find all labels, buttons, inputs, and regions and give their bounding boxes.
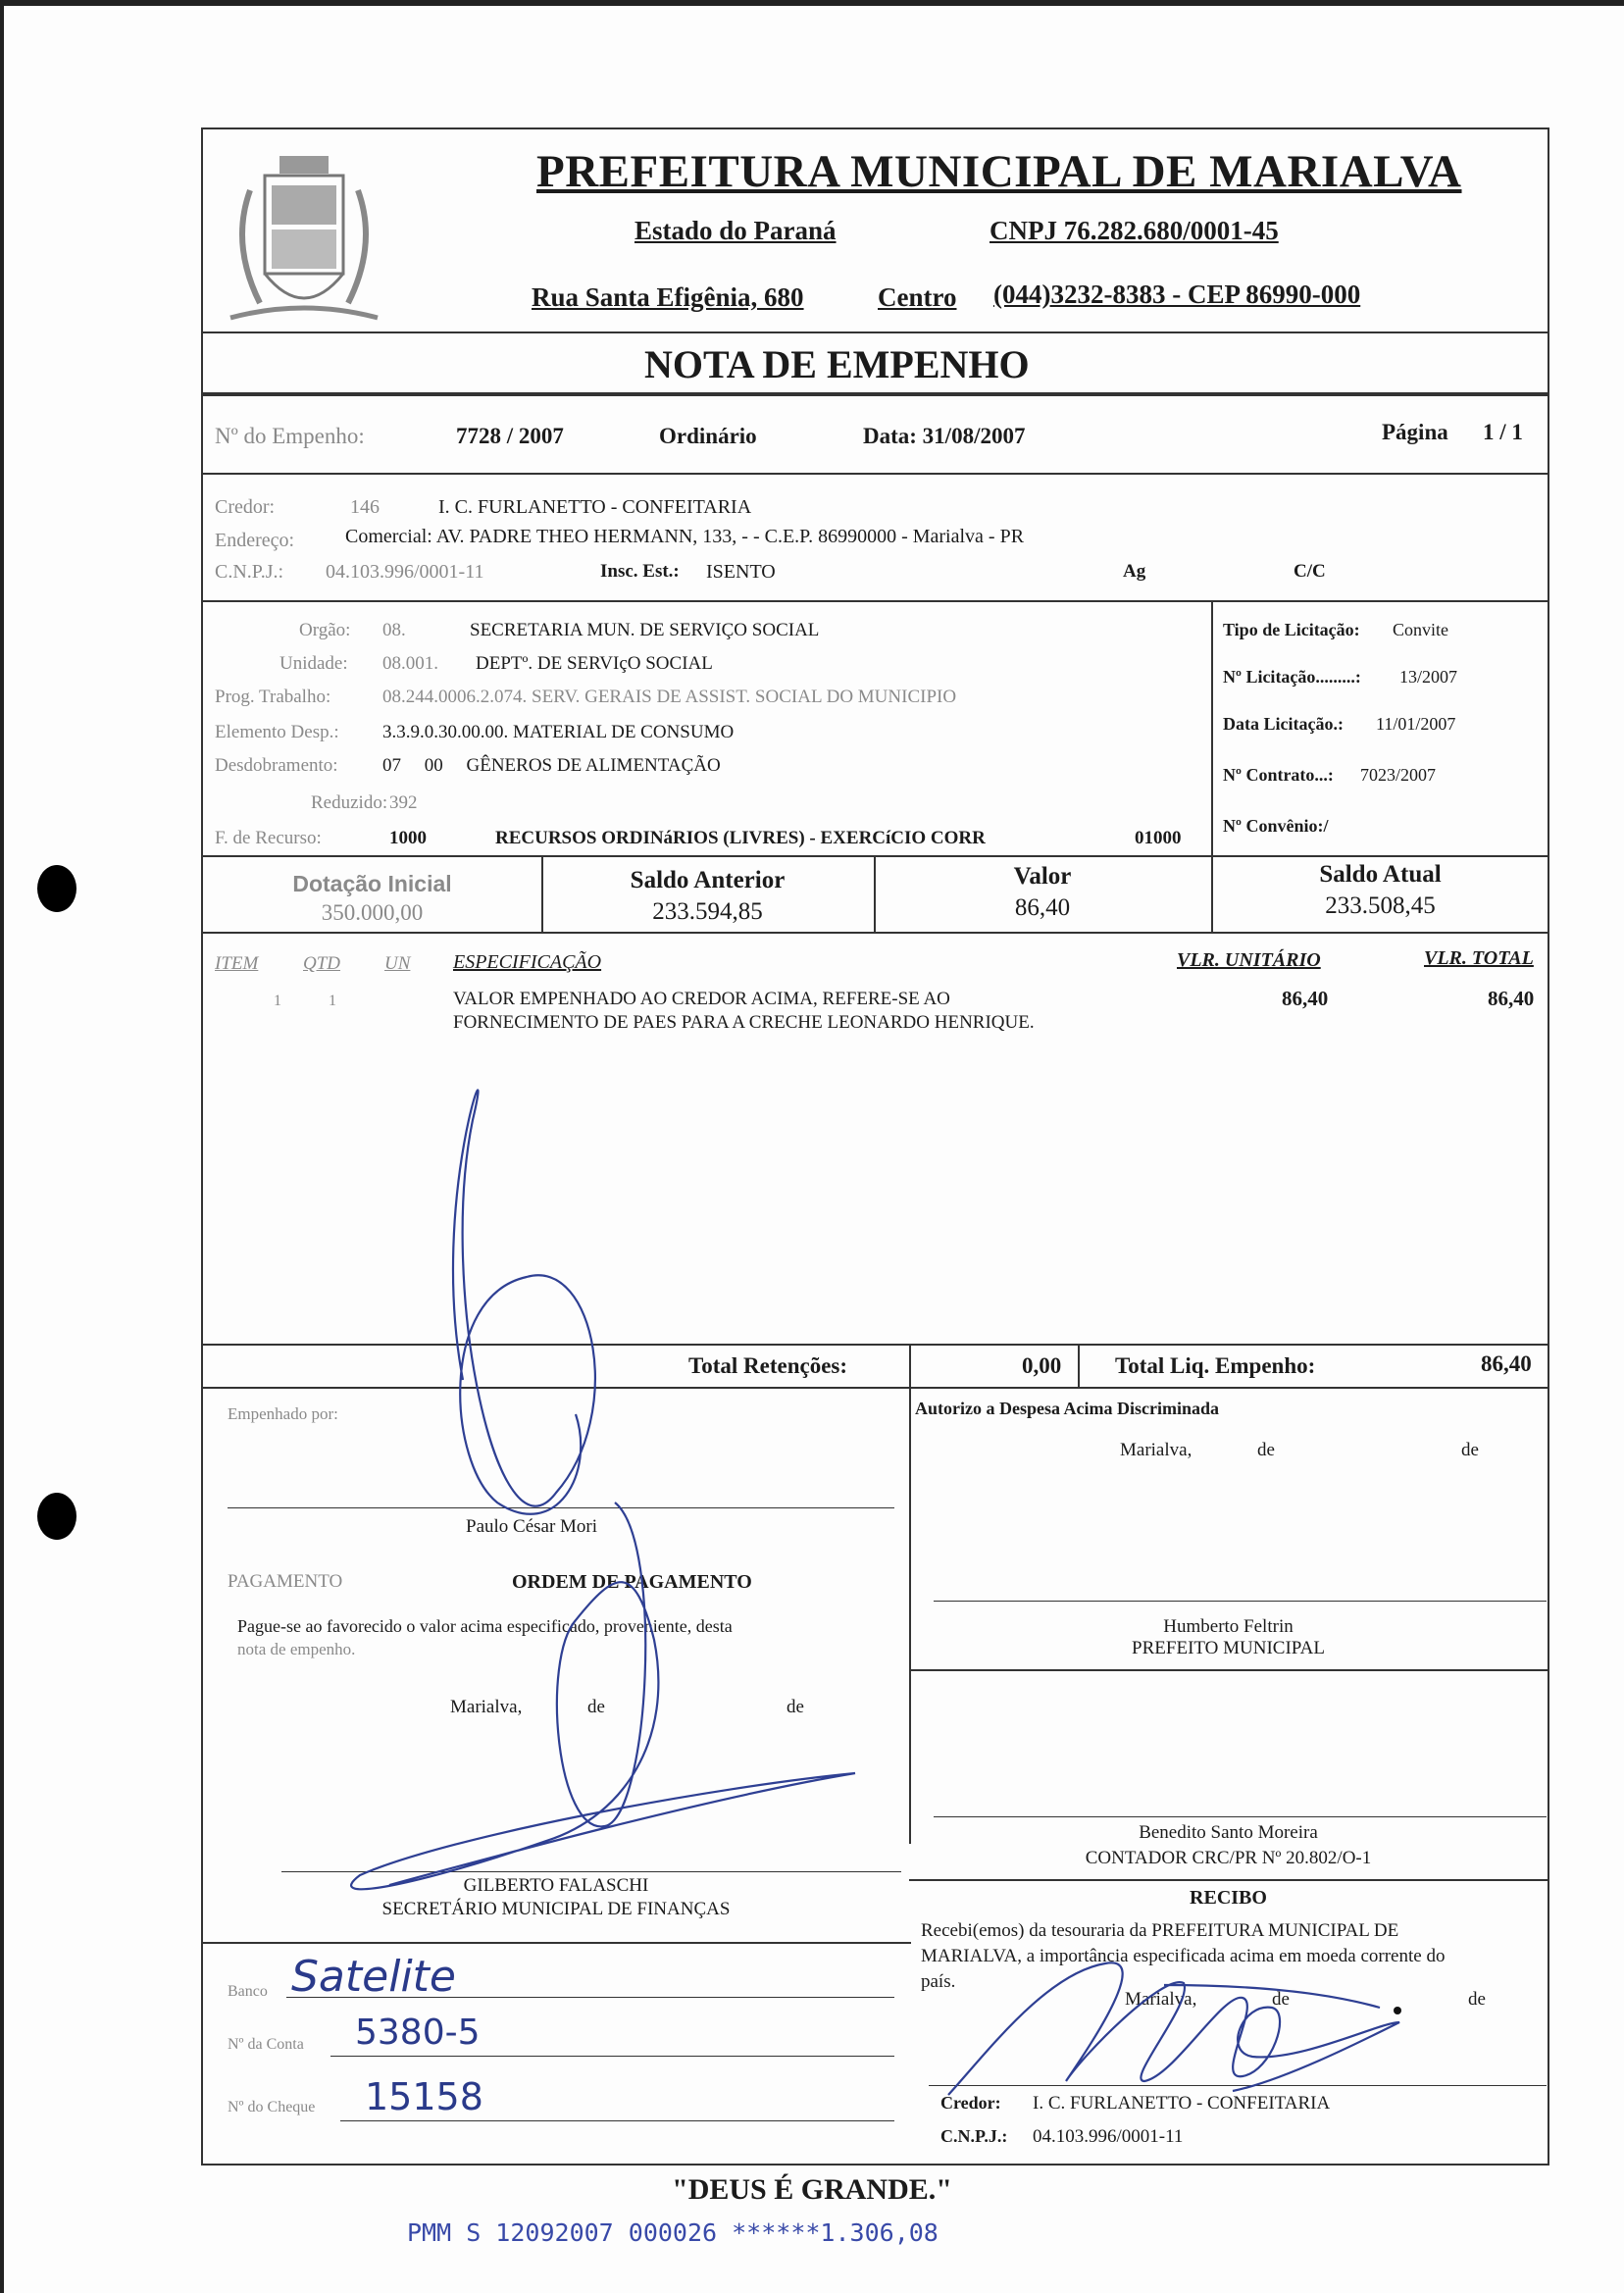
unidade-name: DEPTº. DE SERVIçO SOCIAL xyxy=(476,653,713,674)
saldo-atual-label: Saldo Atual xyxy=(1319,861,1442,888)
secretario-name: GILBERTO FALASCHI xyxy=(463,1875,649,1896)
elemento-label: Elemento Desp.: xyxy=(215,722,339,742)
autorizo-city: Marialva, xyxy=(1120,1440,1193,1460)
signature-strokes xyxy=(203,129,1548,2164)
banco-label: Banco xyxy=(228,1983,268,2000)
contador-role: CONTADOR CRC/PR Nº 20.802/O-1 xyxy=(1085,1848,1372,1868)
credor-name: I. C. FURLANETTO - CONFEITARIA xyxy=(438,496,752,518)
contrato-value: 7023/2007 xyxy=(1360,765,1437,785)
recibo-title: RECIBO xyxy=(1190,1887,1267,1909)
recurso-label: F. de Recurso: xyxy=(215,828,322,848)
dotacao-label: Dotação Inicial xyxy=(292,871,452,896)
autorizo-despesa: Autorizo a Despesa Acima Discriminada xyxy=(915,1399,1219,1418)
signature-empenhado xyxy=(453,1090,595,1513)
recibo-credor-name: I. C. FURLANETTO - CONFEITARIA xyxy=(1033,2093,1331,2114)
row-spec-line2: FORNECIMENTO DE PAES PARA A CRECHE LEONARDO HENRIQUE. xyxy=(453,1012,1035,1033)
contrato-label: Nº Contrato...: xyxy=(1223,765,1334,785)
empenho-type: Ordinário xyxy=(659,424,757,448)
recurso-number: 01000 xyxy=(1135,828,1182,848)
autorizo-de-2: de xyxy=(1461,1440,1479,1460)
ordem-de-1: de xyxy=(587,1697,605,1717)
total-retencoes-label: Total Retenções: xyxy=(688,1353,848,1378)
saldo-anterior-value: 233.594,85 xyxy=(652,898,763,925)
dotacao-value: 350.000,00 xyxy=(321,900,424,925)
num-licitacao-label: Nº Licitação.........: xyxy=(1223,667,1361,687)
credor-address: Comercial: AV. PADRE THEO HERMANN, 133, - - C.E.P. 86990000 - Marialva - PR xyxy=(345,526,1025,547)
convenio-label: Nº Convênio:/ xyxy=(1223,816,1329,836)
reduzido-label: Reduzido: xyxy=(311,792,388,813)
saldo-atual-value: 233.508,45 xyxy=(1325,892,1436,919)
header-title: PREFEITURA MUNICIPAL DE MARIALVA xyxy=(536,146,1462,197)
recibo-cnpj-label: C.N.P.J.: xyxy=(940,2126,1008,2146)
total-liquido-value: 86,40 xyxy=(1481,1351,1532,1376)
signature-credor xyxy=(948,1962,1399,2095)
header-cnpj: CNPJ 76.282.680/0001-45 xyxy=(990,216,1279,245)
doc-title: NOTA DE EMPENHO xyxy=(644,342,1030,386)
cheque-value: 15158 xyxy=(365,2075,483,2118)
unidade-label: Unidade: xyxy=(279,653,348,674)
desdobramento-value: 07 00 GÊNEROS DE ALIMENTAÇÃO xyxy=(382,755,721,776)
empenho-number: 7728 / 2007 xyxy=(456,424,564,448)
signature-secretario xyxy=(351,1503,855,1889)
conta-label: Nº da Conta xyxy=(228,2036,304,2053)
desdobramento-label: Desdobramento: xyxy=(215,755,338,776)
empenhado-name: Paulo César Mori xyxy=(466,1516,598,1537)
recibo-credor-label: Credor: xyxy=(940,2093,1001,2113)
cc-label: C/C xyxy=(1294,561,1326,582)
row-spec-line1: VALOR EMPENHADO AO CREDOR ACIMA, REFERE-SE AO xyxy=(453,989,950,1009)
contador-name: Benedito Santo Moreira xyxy=(1139,1822,1318,1843)
header-state: Estado do Paraná xyxy=(634,216,837,245)
unidade-code: 08.001. xyxy=(382,653,438,674)
ordem-text-line1: Pague-se ao favorecido o valor acima especificado, proveniente, desta xyxy=(237,1616,733,1636)
row-vlr-total: 86,40 xyxy=(1488,987,1535,1010)
secretario-role: SECRETÁRIO MUNICIPAL DE FINANÇAS xyxy=(381,1899,731,1919)
ag-label: Ag xyxy=(1123,561,1146,582)
col-un: UN xyxy=(384,953,411,974)
bank-stamp: PMM S 12092007 000026 ******1.306,08 xyxy=(407,2218,939,2247)
total-retencoes-value: 0,00 xyxy=(1022,1353,1062,1378)
ordem-city: Marialva, xyxy=(450,1697,523,1717)
punch-hole xyxy=(37,1493,76,1540)
col-especificacao: ESPECIFICAÇÃO xyxy=(453,951,602,973)
conta-value: 5380-5 xyxy=(355,2013,481,2053)
banco-value: Satelite xyxy=(291,1952,456,2002)
recurso-name: RECURSOS ORDINáRIOS (LIVRES) - EXERCíCIO CORR xyxy=(495,828,986,848)
recurso-code: 1000 xyxy=(389,828,427,848)
orgao-label: Orgão: xyxy=(299,620,351,640)
row-vlr-unitario: 86,40 xyxy=(1282,987,1329,1010)
header-street: Rua Santa Efigênia, 680 xyxy=(532,282,804,312)
col-qtd: QTD xyxy=(303,953,341,974)
tipo-licitacao-label: Tipo de Licitação: xyxy=(1223,620,1360,639)
orgao-code: 08. xyxy=(382,620,406,640)
ordem-de-2: de xyxy=(787,1697,804,1717)
ordem-pagamento-title: ORDEM DE PAGAMENTO xyxy=(512,1571,752,1593)
page-label: Página xyxy=(1382,420,1448,444)
credor-cnpj: 04.103.996/0001-11 xyxy=(326,561,484,583)
valor-value: 86,40 xyxy=(1014,894,1071,921)
punch-hole xyxy=(37,865,76,912)
recibo-city: Marialva, xyxy=(1125,1989,1197,2010)
col-vlr-unitario: VLR. UNITÁRIO xyxy=(1177,949,1321,971)
prefeito-name: Humberto Feltrin xyxy=(1163,1616,1294,1637)
data-licitacao-value: 11/01/2007 xyxy=(1376,714,1456,734)
credor-label: Credor: xyxy=(215,496,276,518)
total-liquido-label: Total Liq. Empenho: xyxy=(1115,1353,1316,1378)
pagamento-label: PAGAMENTO xyxy=(228,1571,343,1592)
autorizo-de-1: de xyxy=(1257,1440,1275,1460)
prog-label: Prog. Trabalho: xyxy=(215,687,331,707)
prefeito-role: PREFEITO MUNICIPAL xyxy=(1132,1638,1325,1658)
credor-code: 146 xyxy=(350,496,380,518)
row-item: 1 xyxy=(274,993,281,1009)
nota-de-empenho-form xyxy=(201,127,1549,2166)
empenho-label: Nº do Empenho: xyxy=(215,424,365,448)
elemento-value: 3.3.9.0.30.00.00. MATERIAL DE CONSUMO xyxy=(382,722,735,742)
recibo-de-1: de xyxy=(1272,1989,1290,2010)
header-phone-cep: (044)3232-8383 - CEP 86990-000 xyxy=(993,280,1361,309)
prog-value: 08.244.0006.2.074. SERV. GERAIS DE ASSIST. SOCIAL DO MUNICIPIO xyxy=(382,687,957,707)
address-label: Endereço: xyxy=(215,530,295,551)
ordem-text-line2: nota de empenho. xyxy=(237,1640,356,1658)
recibo-de-2: de xyxy=(1468,1989,1486,2010)
data-licitacao-label: Data Licitação.: xyxy=(1223,714,1344,734)
recibo-text-line2: MARIALVA, a importância especificada acima em moeda corrente do xyxy=(921,1946,1446,1966)
valor-label: Valor xyxy=(1013,863,1072,890)
recibo-text-line3: país. xyxy=(921,1971,956,1992)
row-qtd: 1 xyxy=(329,993,336,1009)
empenhado-label: Empenhado por: xyxy=(228,1404,338,1423)
cheque-label: Nº do Cheque xyxy=(228,2099,316,2115)
recibo-text-line1: Recebi(emos) da tesouraria da PREFEITURA MUNICIPAL DE xyxy=(921,1920,1399,1941)
num-licitacao-value: 13/2007 xyxy=(1399,667,1458,687)
footer-motto: "DEUS É GRANDE." xyxy=(672,2173,952,2206)
insc-label: Insc. Est.: xyxy=(600,561,680,582)
reduzido-value: 392 xyxy=(389,792,418,813)
cnpj-label: C.N.P.J.: xyxy=(215,561,284,583)
page-number: 1 / 1 xyxy=(1483,420,1523,444)
saldo-anterior-label: Saldo Anterior xyxy=(630,867,786,893)
orgao-name: SECRETARIA MUN. DE SERVIÇO SOCIAL xyxy=(470,620,820,640)
empenho-date: Data: 31/08/2007 xyxy=(863,424,1026,448)
col-vlr-total: VLR. TOTAL xyxy=(1424,947,1534,969)
recibo-cnpj: 04.103.996/0001-11 xyxy=(1033,2126,1184,2147)
col-item: ITEM xyxy=(215,953,259,974)
header-district: Centro xyxy=(878,282,957,312)
insc-value: ISENTO xyxy=(706,561,776,583)
tipo-licitacao-value: Convite xyxy=(1393,620,1448,639)
